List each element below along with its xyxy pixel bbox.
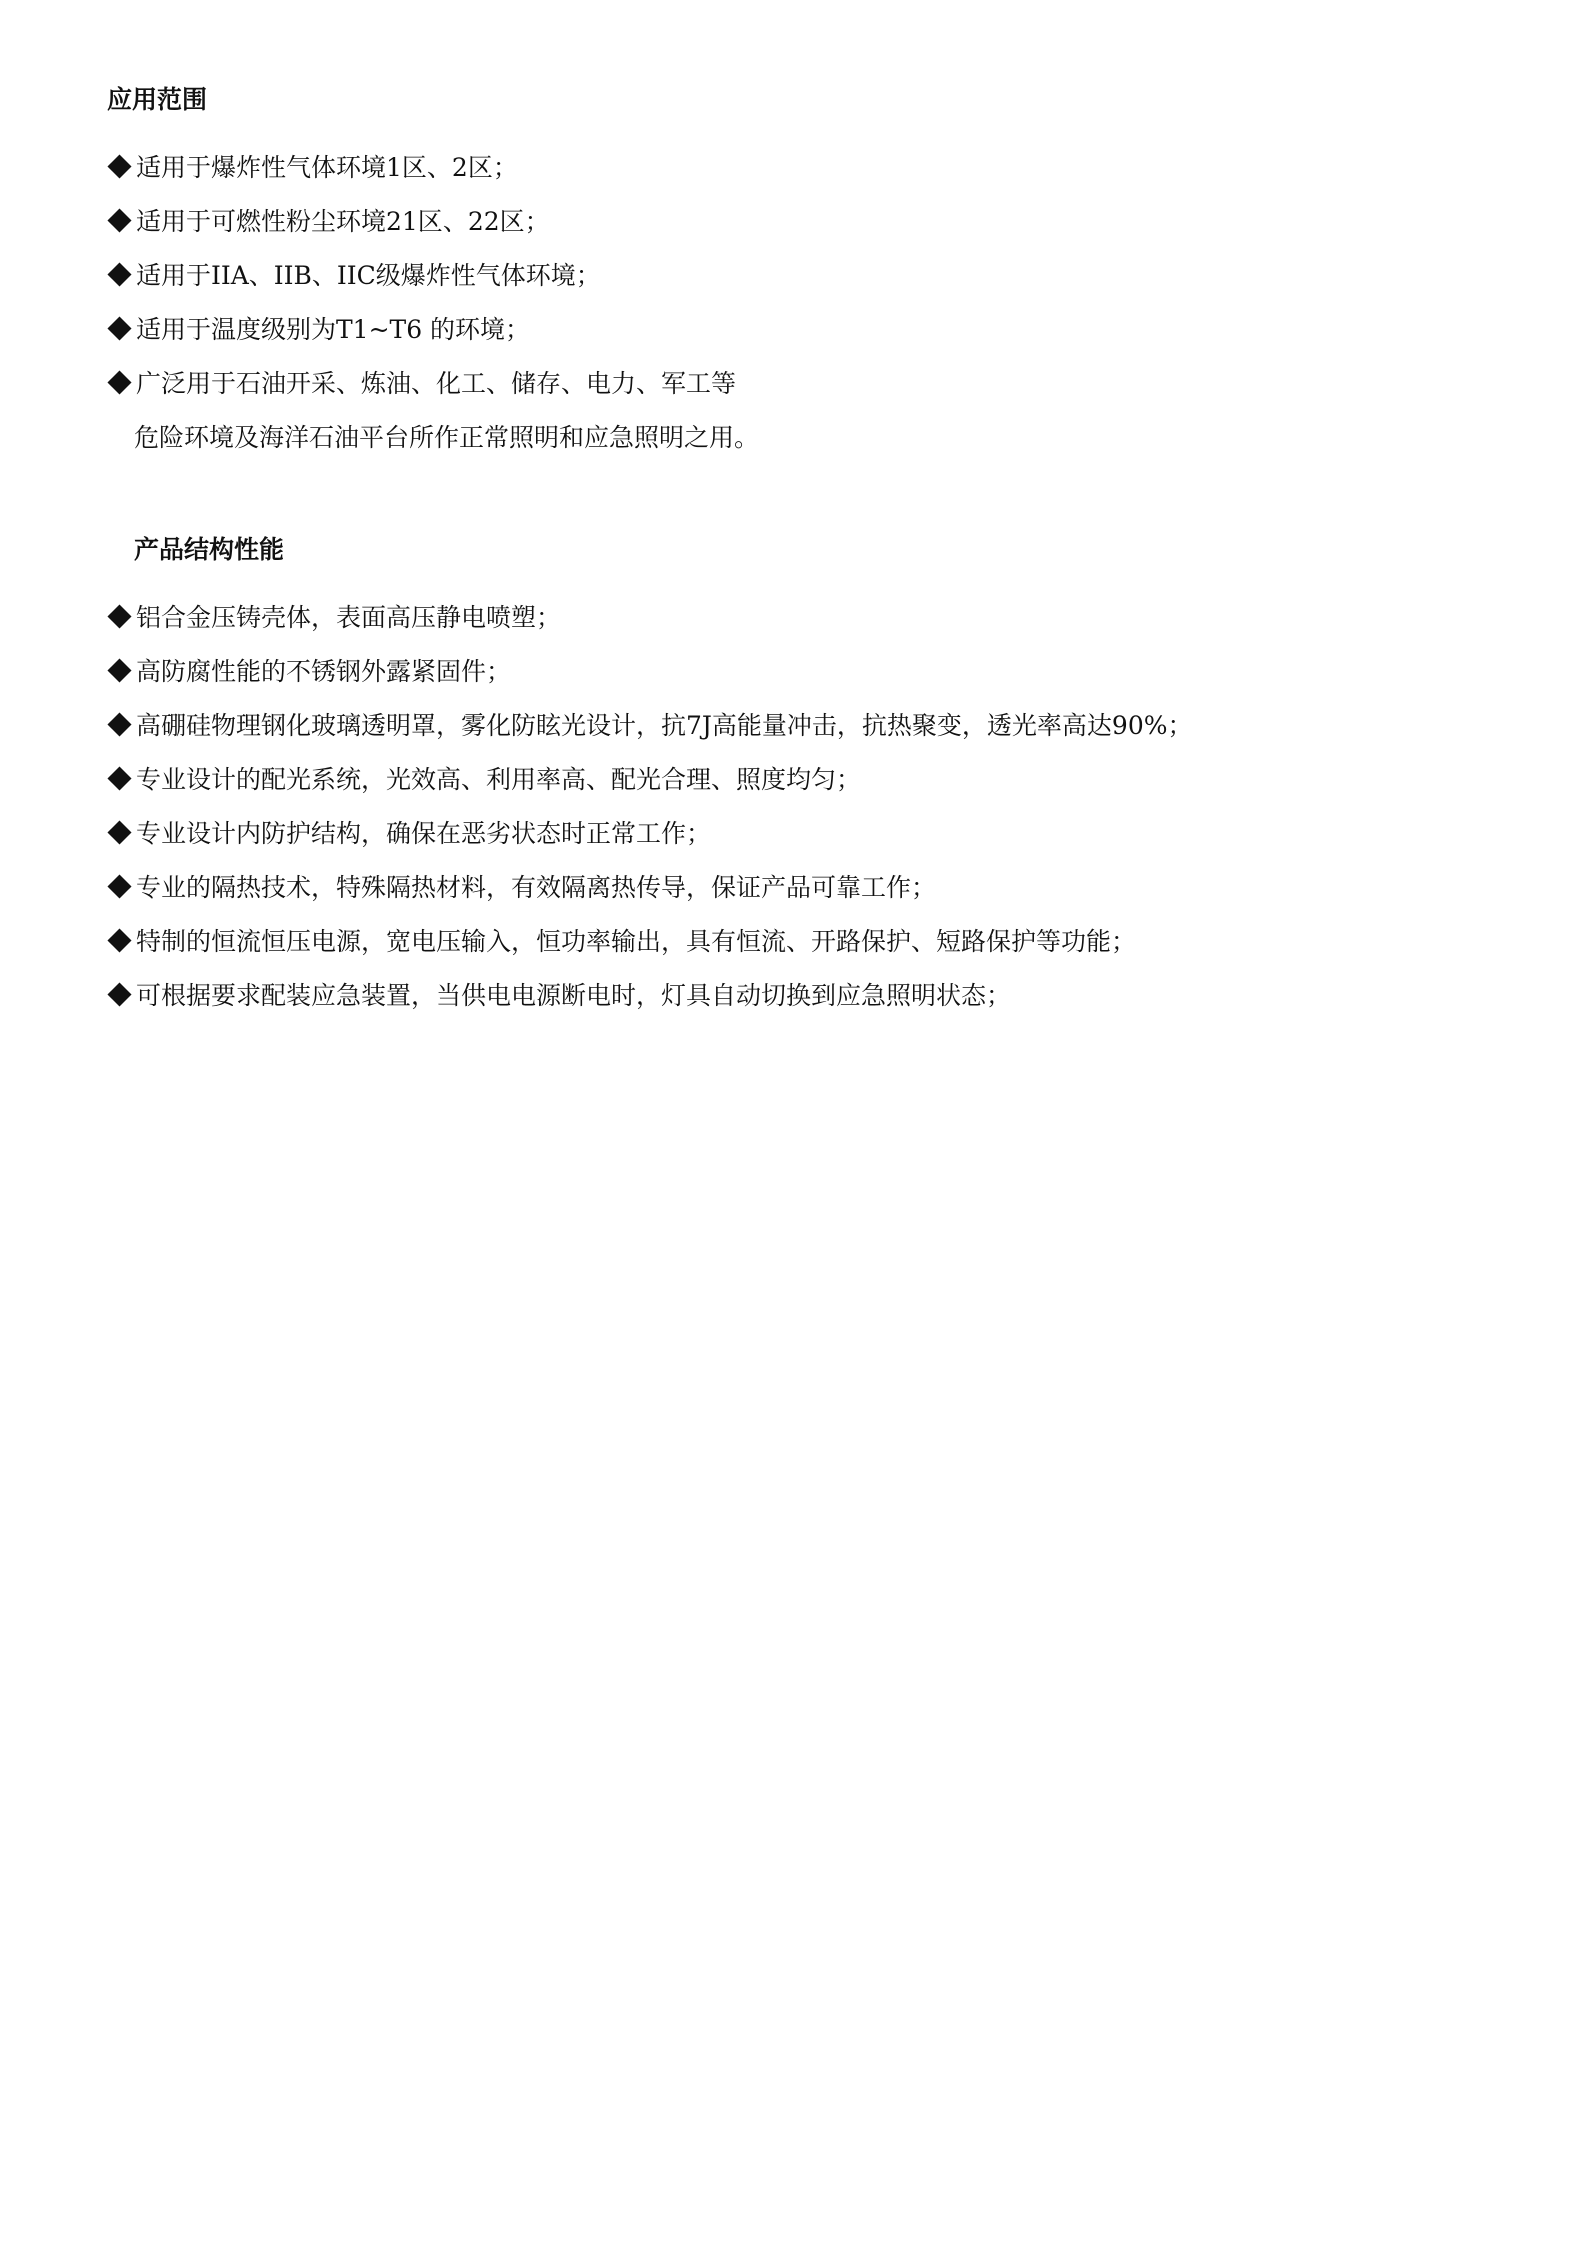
- list-item: [107, 364, 736, 400]
- diamond-bullet-icon: [107, 208, 131, 232]
- list-item: [107, 814, 711, 850]
- list-item: [107, 868, 936, 904]
- list-item: [107, 310, 530, 346]
- list-item-text: 专业的隔热技术，特殊隔热材料，有效隔离热传导，保证产品可靠工作；: [136, 873, 937, 902]
- list-item-text: 专业设计内防护结构，确保在恶劣状态时正常工作；: [136, 819, 712, 848]
- list-item: [107, 202, 550, 238]
- diamond-bullet-icon: [107, 604, 131, 628]
- list-item: [107, 256, 601, 292]
- list-item-text: 可根据要求配装应急装置，当供电电源断电时，灯具自动切换到应急照明状态；: [136, 981, 1012, 1010]
- list-item: [107, 706, 1193, 742]
- list-item: [107, 976, 1011, 1012]
- list-item-continuation: 危险环境及海洋石油平台所作正常照明和应急照明之用。: [134, 423, 760, 452]
- list-item: [107, 760, 861, 796]
- diamond-bullet-icon: [107, 766, 131, 790]
- list-item-text: 高防腐性能的不锈钢外露紧固件；: [136, 657, 512, 686]
- list-item: [107, 148, 518, 184]
- list-item-text: 专业设计的配光系统，光效高、利用率高、配光合理、照度均匀；: [136, 765, 862, 794]
- diamond-bullet-icon: [107, 820, 131, 844]
- list-item: [107, 598, 561, 634]
- list-item-text: 适用于可燃性粉尘环境21区、22区；: [136, 207, 550, 236]
- diamond-bullet-icon: [107, 874, 131, 898]
- diamond-bullet-icon: [107, 658, 131, 682]
- list-item-text: 铝合金压铸壳体，表面高压静电喷塑；: [136, 603, 562, 632]
- diamond-bullet-icon: [107, 154, 131, 178]
- diamond-bullet-icon: [107, 982, 131, 1006]
- list-item: [107, 922, 1136, 958]
- diamond-bullet-icon: [107, 712, 131, 736]
- diamond-bullet-icon: [107, 316, 131, 340]
- diamond-bullet-icon: [107, 928, 131, 952]
- list-item-text: 适用于IIA、IIB、IIC级爆炸性气体环境；: [136, 261, 601, 290]
- section-title-application-scope: 应用范围: [107, 85, 208, 114]
- list-item-text: 特制的恒流恒压电源，宽电压输入，恒功率输出，具有恒流、开路保护、短路保护等功能；: [136, 927, 1137, 956]
- section-title-product-structure: 产品结构性能: [134, 535, 285, 564]
- diamond-bullet-icon: [107, 262, 131, 286]
- list-item-text: 适用于爆炸性气体环境1区、2区；: [136, 153, 518, 182]
- list-item: [107, 652, 511, 688]
- list-item-text: 广泛用于石油开采、炼油、化工、储存、电力、军工等: [136, 369, 737, 398]
- list-item-text: 高硼硅物理钢化玻璃透明罩，雾化防眩光设计，抗7J高能量冲击，抗热聚变，透光率高达90%；: [136, 711, 1193, 740]
- list-item-text: 适用于温度级别为T1~T6 的环境；: [136, 315, 531, 344]
- diamond-bullet-icon: [107, 370, 131, 394]
